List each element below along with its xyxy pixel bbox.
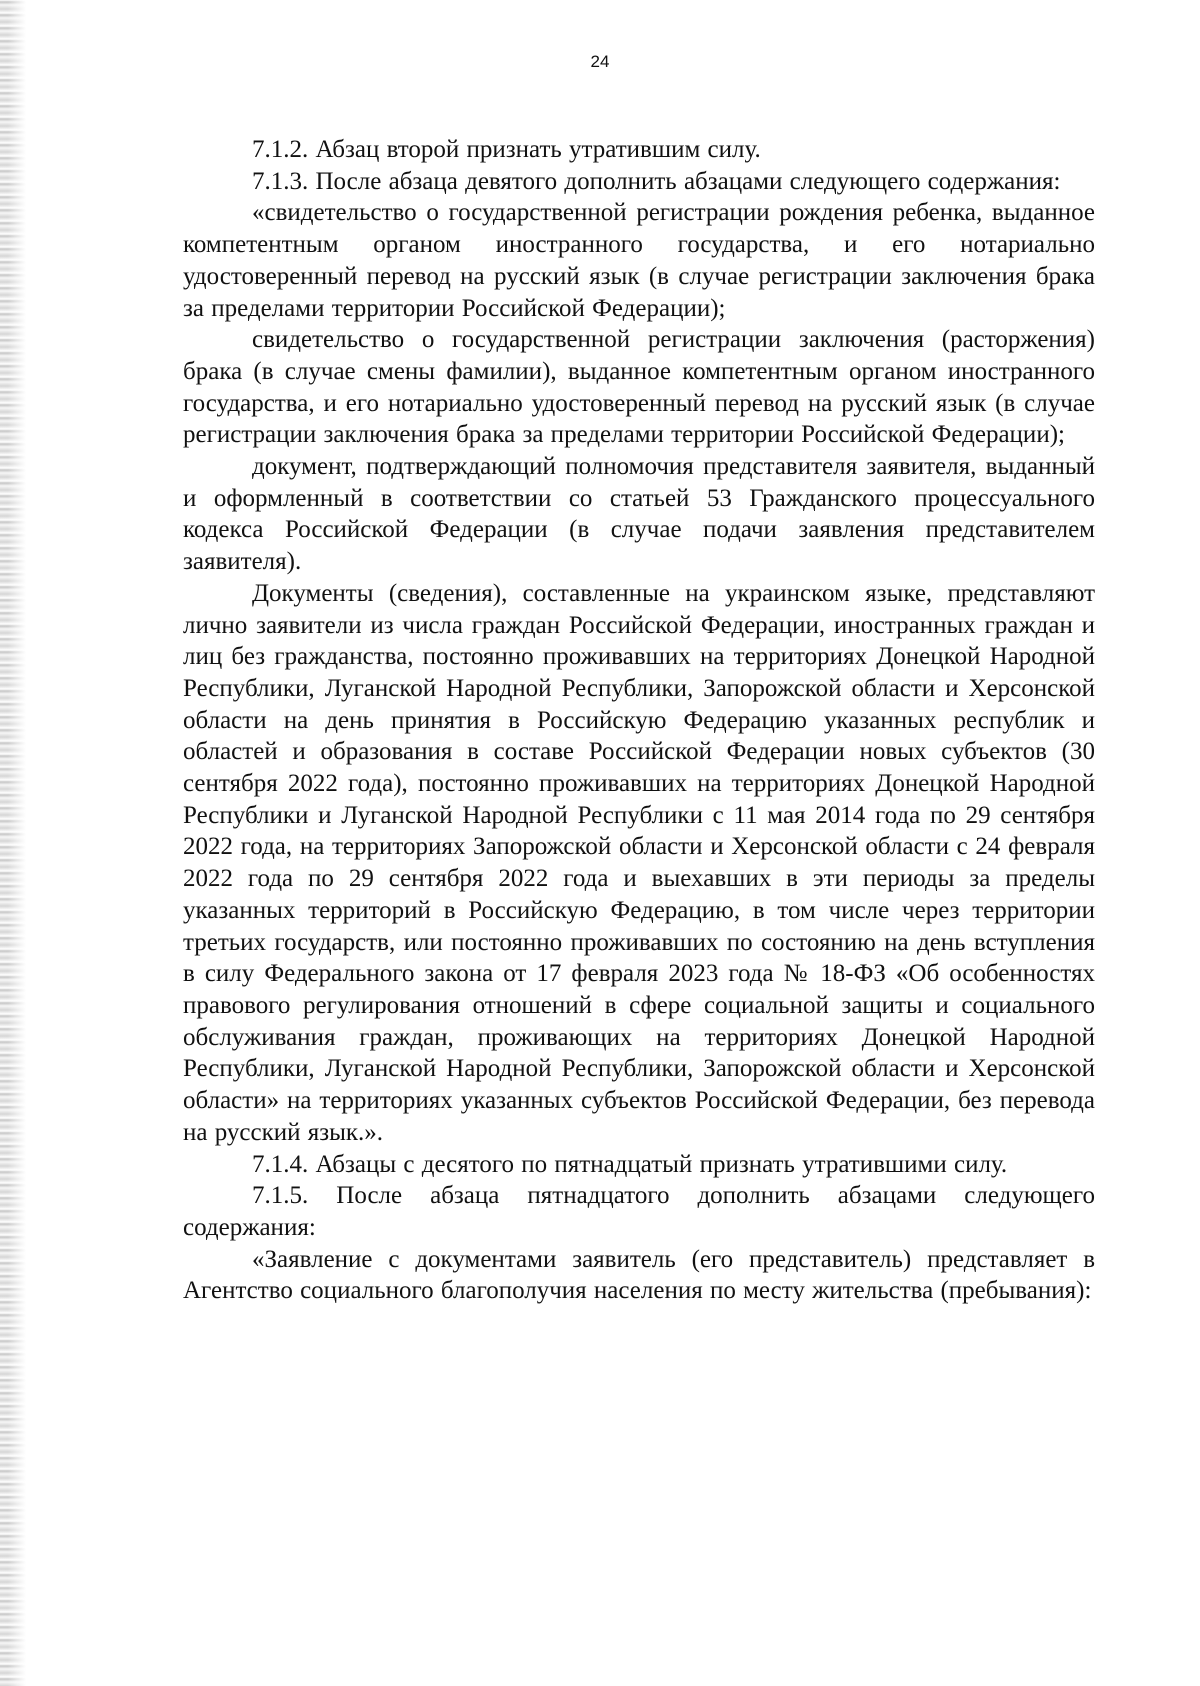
paragraph-7-1-3: 7.1.3. После абзаца девятого дополнить абзацами следующего содержания: bbox=[252, 167, 1061, 195]
paragraph-birth-certificate: «свидетельство о государственной регистрации рождения ребенка, выданное компетентным органом иностранного государства, и его нотариально удостоверенный перевод на русский язык (в случае регистрации заключения брака за пределами территории Российской Федерации); bbox=[183, 199, 1095, 322]
paragraph-application-submission: «Заявление с документами заявитель (его представитель) представляет в Агентство социального благополучия населения по месту жительства (пребывания): bbox=[183, 1245, 1095, 1305]
paragraph-7-1-2: 7.1.2. Абзац второй признать утратившим силу. bbox=[252, 136, 761, 163]
document-body bbox=[183, 134, 1095, 1307]
paragraph-ukrainian-documents: Документы (сведения), составленные на украинском языке, представляют лично заявители из числа граждан Российской Федерации, иностранных граждан и лиц без гражданства, постоянно проживавших на территориях Донецкой Народной Республики, Луганской Народной Республики, Запорожской области и Херсонской области на день принятия в Российскую Федерацию указанных республик и областей и образования в составе Российской Федерации новых субъектов (30 сентября 2022 года), постоянно проживавших на территориях Донецкой Народной Республики и Луганской Народной Республики с 11 мая 2014 года по 29 сентября 2022 года, на территориях Запорожской области и Херсонской области с 24 февраля 2022 года по 29 сентября 2022 года и выехавших в эти периоды за пределы указанных территорий в Российскую Федерацию, в том числе через территории третьих государств, или постоянно проживавших по состоянию на день вступления в силу Федерального закона от 17 февраля 2023 года № 18-ФЗ «Об особенностях правового регулирования отношений в сфере социальной защиты и социального обслуживания граждан, проживающих на территориях Донецкой Народной Республики, Луганской Народной Республики, Запорожской области и Херсонской области» на территориях указанных субъектов Российской Федерации, без перевода на русский язык.». bbox=[183, 579, 1095, 1146]
scan-edge-artifact bbox=[0, 0, 26, 1686]
paragraph-representative-document: документ, подтверждающий полномочия представителя заявителя, выданный и оформленный в соответствии со статьей 53 Гражданского процессуального кодекса Российской Федерации (в случае подачи заявления представителем заявителя). bbox=[183, 453, 1095, 576]
paragraph-marriage-certificate: свидетельство о государственной регистрации заключения (расторжения) брака (в случае смены фамилии), выданное компетентным органом иностранного государства, и его нотариально удостоверенный перевод на русский язык (в случае регистрации заключения брака за пределами территории Российской Федерации); bbox=[183, 326, 1095, 449]
page-number: 24 bbox=[590, 52, 610, 71]
paragraph-7-1-5: 7.1.5. После абзаца пятнадцатого дополнить абзацами следующего содержания: bbox=[183, 1182, 1095, 1241]
paragraph-7-1-4: 7.1.4. Абзацы с десятого по пятнадцатый признать утратившими силу. bbox=[252, 1150, 1008, 1178]
